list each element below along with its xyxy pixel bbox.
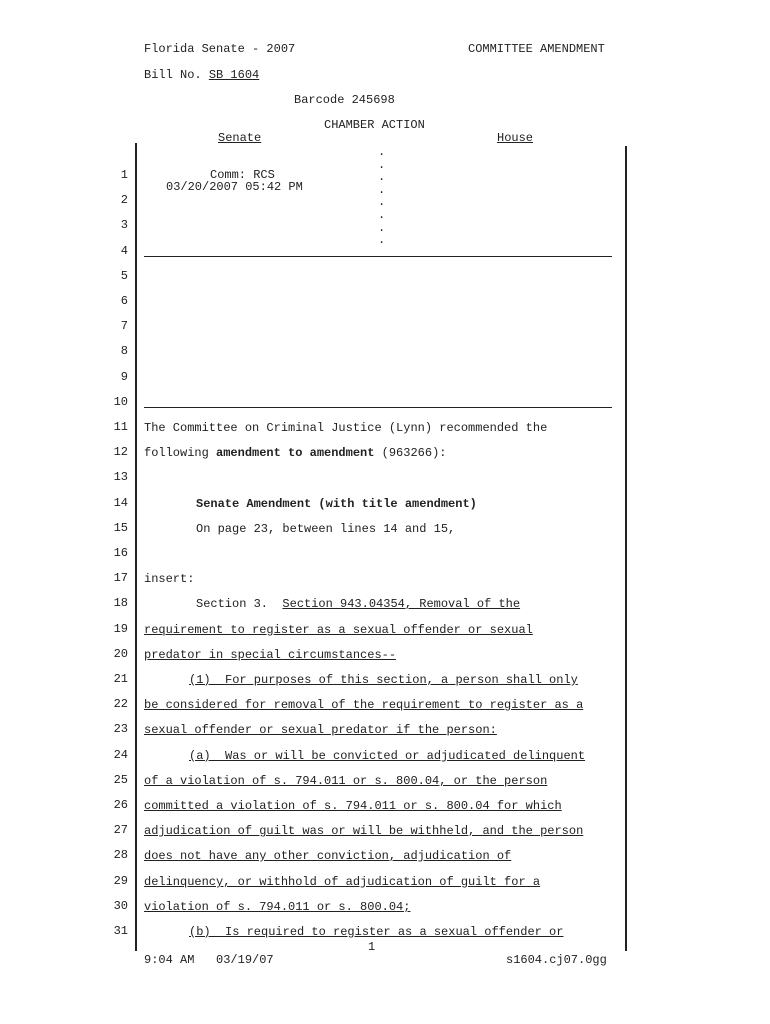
body-line-18-a: Section 3. [196,597,283,611]
line-number: 31 [113,924,128,938]
line-number: 6 [120,294,128,308]
line-number: 24 [113,748,128,762]
body-line-12-a: following [144,446,217,460]
line-number: 3 [120,218,128,232]
footer-right: s1604.cj07.0gg [506,953,607,967]
line-number: 20 [113,647,128,661]
body-line-12-bold: amendment to amendment [216,446,375,460]
body-line-17: insert: [144,572,195,586]
bill-no: SB 1604 [208,68,260,82]
body-line-18-b: Section 943.04354, Removal of the [282,597,521,611]
line-number: 9 [120,370,128,384]
line-number: 4 [120,244,128,258]
amendment-heading: Senate Amendment (with title amendment) [196,497,477,511]
footer-left: 9:04 AM 03/19/07 [144,953,274,967]
line-number: 30 [113,899,128,913]
line-number: 2 [120,193,128,207]
line-number: 22 [113,697,128,711]
line-number: 7 [120,319,128,333]
line-number: 11 [113,420,128,434]
body-line-11: The Committee on Criminal Justice (Lynn) recommended the [144,421,548,435]
line-number: 16 [113,546,128,560]
body-line-21: (1) For purposes of this section, a person shall only [189,673,578,687]
body-line-29: delinquency, or withhold of adjudication of guilt for a [144,875,541,889]
line-number: 15 [113,521,128,535]
line-number: 28 [113,848,128,862]
line-number: 8 [120,344,128,358]
body-line-31: (b) Is required to register as a sexual offender or [189,925,564,939]
left-margin-line [135,143,137,951]
header-right: COMMITTEE AMENDMENT [468,42,605,56]
body-line-15: On page 23, between lines 14 and 15, [196,522,456,536]
line-number: 5 [120,269,128,283]
line-number: 14 [113,496,128,510]
right-margin-line [625,146,627,951]
body-line-18 [196,597,520,611]
comm-datetime: 03/20/2007 05:42 PM [166,180,303,194]
body-line-19: requirement to register as a sexual offender or sexual [144,623,533,637]
body-line-24: (a) Was or will be convicted or adjudicated delinquent [189,749,586,763]
blank-section-bottom-rule [144,407,612,408]
body-line-30: violation of s. 794.011 or s. 800.04; [144,900,411,914]
body-line-12 [144,446,446,460]
line-number: 23 [113,722,128,736]
line-number: 26 [113,798,128,812]
body-line-27: adjudication of guilt was or will be withheld, and the person [144,824,584,838]
body-line-25: of a violation of s. 794.011 or s. 800.04, or the person [144,774,548,788]
line-number: 19 [113,622,128,636]
body-line-28: does not have any other conviction, adjudication of [144,849,512,863]
senate-label: Senate [218,131,262,145]
line-number: 21 [113,672,128,686]
line-number: 12 [113,445,128,459]
body-line-12-c: (963266): [374,446,447,460]
header-left: Florida Senate - 2007 [144,42,296,56]
line-number: 27 [113,823,128,837]
body-line-20: predator in special circumstances-- [144,648,397,662]
body-line-26: committed a violation of s. 794.011 or s. 800.04 for which [144,799,562,813]
line-number: 25 [113,773,128,787]
line-number: 1 [120,168,128,182]
body-line-22: be considered for removal of the requirement to register as a [144,698,584,712]
chamber-box-bottom-rule [144,256,612,257]
chamber-action-title: CHAMBER ACTION [324,118,425,132]
line-number: 29 [113,874,128,888]
bill-prefix: Bill No. [144,68,209,82]
page-number: 1 [368,940,376,954]
house-label: House [497,131,534,145]
line-number: 18 [113,596,128,610]
line-number: 13 [113,470,128,484]
line-number: 10 [113,395,128,409]
line-number: 17 [113,571,128,585]
chamber-dots: . . . . . . . . [378,145,386,248]
body-line-23: sexual offender or sexual predator if the person: [144,723,497,737]
barcode: Barcode 245698 [294,93,395,107]
comm-label: Comm: RCS [210,168,275,182]
bill-number [144,68,259,82]
